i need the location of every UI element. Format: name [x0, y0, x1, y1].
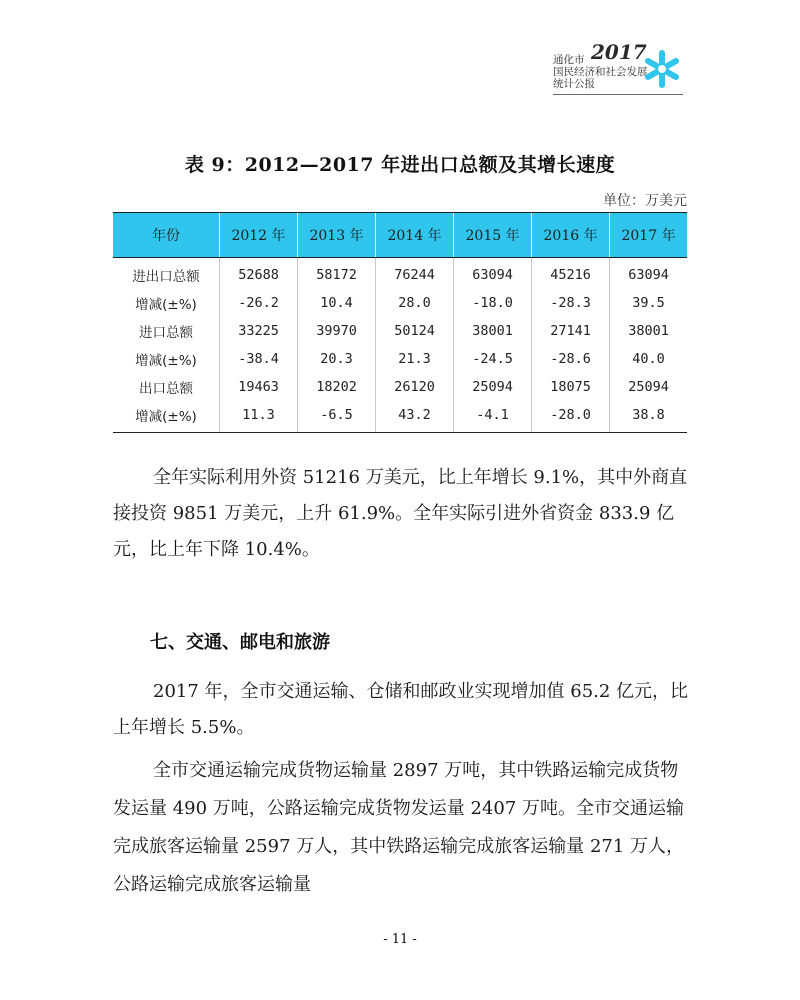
table-row [113, 373, 687, 401]
table-cell: 63094 [610, 258, 687, 290]
table-header-row [113, 213, 687, 258]
table-cell: 39970 [298, 317, 376, 345]
table-cell: -26.2 [220, 289, 298, 317]
table-cell: 11.3 [220, 401, 298, 433]
table-cell: 18075 [532, 373, 610, 401]
table-cell: 39.5 [610, 289, 687, 317]
table-cell: 33225 [220, 317, 298, 345]
table-unit: 单位：万美元 [603, 193, 687, 209]
table-cell: 43.2 [376, 401, 454, 433]
table-row [113, 258, 687, 290]
table-row [113, 289, 687, 317]
table-cell: 20.3 [298, 345, 376, 373]
table-cell: 63094 [454, 258, 532, 290]
table-cell: 40.0 [610, 345, 687, 373]
trade-table [113, 212, 687, 433]
table-cell: 25094 [454, 373, 532, 401]
table-row [113, 401, 687, 433]
transport-volume-paragraph [113, 752, 693, 904]
logo-line-bulletin: 统计公报 [553, 78, 595, 90]
logo-line-title: 国民经济和社会发展 [553, 66, 648, 78]
logo-underline [553, 94, 683, 95]
table-cell: 76244 [376, 258, 454, 290]
header-2017: 2017 年 [610, 213, 687, 258]
table-cell: 38001 [610, 317, 687, 345]
table-cell: 10.4 [298, 289, 376, 317]
table-cell: -28.0 [532, 401, 610, 433]
header-2014: 2014 年 [376, 213, 454, 258]
row-label: 增减(±%) [135, 353, 197, 369]
transport-value-text: 2017 年，全市交通运输、仓储和邮政业实现增加值 65.2 亿元，比上年增长 5.5%。 [113, 681, 689, 738]
table-cell: -6.5 [298, 401, 376, 433]
table-cell: 19463 [220, 373, 298, 401]
table-cell: -24.5 [454, 345, 532, 373]
table-cell: -28.6 [532, 345, 610, 373]
table-cell: 38001 [454, 317, 532, 345]
header-2016: 2016 年 [532, 213, 610, 258]
table-cell: 18202 [298, 373, 376, 401]
table-cell: 28.0 [376, 289, 454, 317]
table-cell: 52688 [220, 258, 298, 290]
investment-text: 全年实际利用外资 51216 万美元，比上年增长 9.1%，其中外商直接投资 9851 万美元，上升 61.9%。全年实际引进外省资金 833.9 亿元，比上年下降 10.4%。 [113, 467, 688, 560]
table-cell: 45216 [532, 258, 610, 290]
table-row [113, 345, 687, 373]
table-cell: 27141 [532, 317, 610, 345]
bulletin-logo [553, 40, 683, 98]
investment-paragraph [113, 460, 693, 568]
table-cell: -4.1 [454, 401, 532, 433]
transport-volume-text: 全市交通运输完成货物运输量 2897 万吨，其中铁路运输完成货物发运量 490 万吨，公路运输完成货物发运量 2407 万吨。全市交通运输完成旅客运输量 2597 万人，其中铁路运输完成旅客运输量 271 万人，公路运输完成旅客运输量 [113, 760, 685, 895]
table-cell: 26120 [376, 373, 454, 401]
logo-line-city: 通化市 [553, 54, 585, 66]
row-label: 出口总额 [139, 381, 193, 397]
page-number: - 11 - [383, 932, 417, 947]
table-cell: 38.8 [610, 401, 687, 433]
row-label: 进出口总额 [132, 269, 200, 285]
table-cell: 58172 [298, 258, 376, 290]
table-row [113, 317, 687, 345]
table-cell: -28.3 [532, 289, 610, 317]
table-cell: -18.0 [454, 289, 532, 317]
table-cell: -38.4 [220, 345, 298, 373]
header-2013: 2013 年 [298, 213, 376, 258]
table-title: 表 9：2012—2017 年进出口总额及其增长速度 [184, 154, 616, 176]
row-label: 增减(±%) [113, 401, 220, 433]
header-2015: 2015 年 [454, 213, 532, 258]
logo-year: 2017 [591, 40, 647, 64]
header-year-label: 年份 [113, 213, 220, 258]
table-cell: 21.3 [376, 345, 454, 373]
section-heading: 七、交通、邮电和旅游 [150, 632, 330, 653]
table-cell: 50124 [376, 317, 454, 345]
header-2012: 2012 年 [220, 213, 298, 258]
row-label: 进口总额 [139, 325, 193, 341]
table-cell: 25094 [610, 373, 687, 401]
transport-value-paragraph [113, 674, 693, 746]
row-label: 增减(±%) [135, 297, 197, 313]
logo-text [553, 54, 648, 90]
snowflake-star-icon [642, 49, 682, 89]
